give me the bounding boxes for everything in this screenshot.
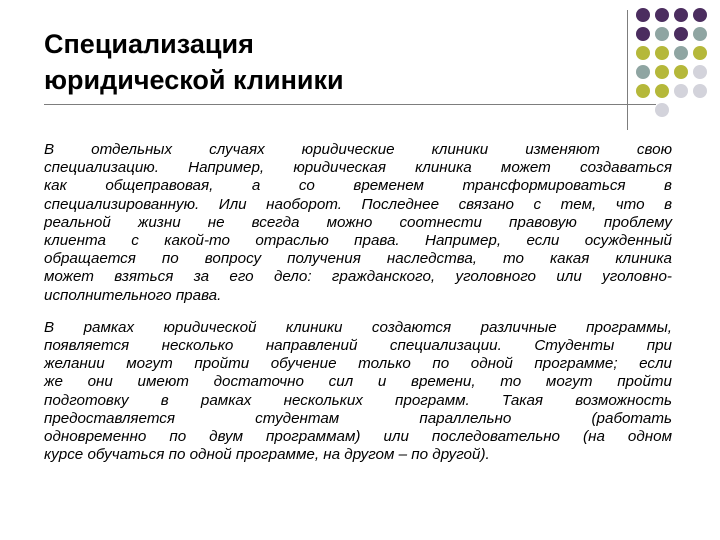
text-line: же они имеют достаточно сил и времени, то могут пройти	[44, 373, 672, 391]
text-line: обращается по вопросу получения наследства, то какая клиника	[44, 250, 672, 268]
slide-body	[44, 141, 672, 478]
text-line: может взяться за его дело: гражданского, уголовного или уголовно-	[44, 268, 672, 286]
paragraph-2	[44, 319, 672, 465]
horizontal-divider-line	[44, 104, 656, 105]
text-line: курсе обучаться по одной программе, на другом – по другой).	[44, 446, 490, 464]
decorative-dot	[655, 84, 669, 98]
decorative-dot	[655, 27, 669, 41]
text-line: специализированную. Или наоборот. Последнее связано с тем, что в	[44, 195, 672, 213]
text-line: желании могут пройти обучение только по одной программе; если	[44, 355, 672, 373]
text-line: подготовку в рамках нескольких программ. Такая возможность	[44, 391, 672, 409]
decorative-dot	[674, 65, 688, 79]
decorative-dot	[693, 84, 707, 98]
slide-title	[44, 26, 604, 98]
decorative-dot	[674, 8, 688, 22]
decorative-dot	[693, 27, 707, 41]
decorative-dot-grid	[636, 8, 716, 108]
slide-title-line-1: Специализация	[44, 29, 254, 59]
text-line: клиента с какой-то отраслью права. Например, если осужденный	[44, 232, 672, 250]
decorative-dot	[636, 84, 650, 98]
decorative-dot	[655, 103, 669, 117]
decorative-dot	[693, 65, 707, 79]
decorative-dot	[674, 27, 688, 41]
text-line: В отдельных случаях юридические клиники изменяют свою	[44, 141, 672, 158]
decorative-dot	[655, 46, 669, 60]
text-line: исполнительного права.	[44, 286, 222, 304]
paragraph-1	[44, 141, 672, 305]
decorative-dot	[636, 27, 650, 41]
slide-title-line-2: юридической клиники	[44, 65, 344, 95]
decorative-dot	[636, 46, 650, 60]
decorative-dot	[693, 46, 707, 60]
decorative-dot	[693, 8, 707, 22]
decorative-dot	[636, 65, 650, 79]
decorative-dot	[674, 84, 688, 98]
text-line: реальной жизни не всегда можно соотнести правовую проблему	[44, 213, 672, 231]
decorative-dot	[655, 8, 669, 22]
text-line: одновременно по двум программам) или последовательно (на одном	[44, 428, 672, 446]
text-line: появляется несколько направлений специализации. Студенты при	[44, 337, 672, 355]
decorative-dot	[674, 46, 688, 60]
text-line: специализацию. Например, юридическая клиника может создаваться	[44, 159, 672, 177]
decorative-dot	[655, 65, 669, 79]
vertical-divider-line	[627, 10, 628, 130]
decorative-dot	[636, 8, 650, 22]
text-line: В рамках юридической клиники создаются различные программы,	[44, 318, 672, 336]
text-line: предоставляется студентам параллельно (работать	[44, 409, 672, 427]
text-line: как общеправовая, а со временем трансформироваться в	[44, 177, 672, 195]
